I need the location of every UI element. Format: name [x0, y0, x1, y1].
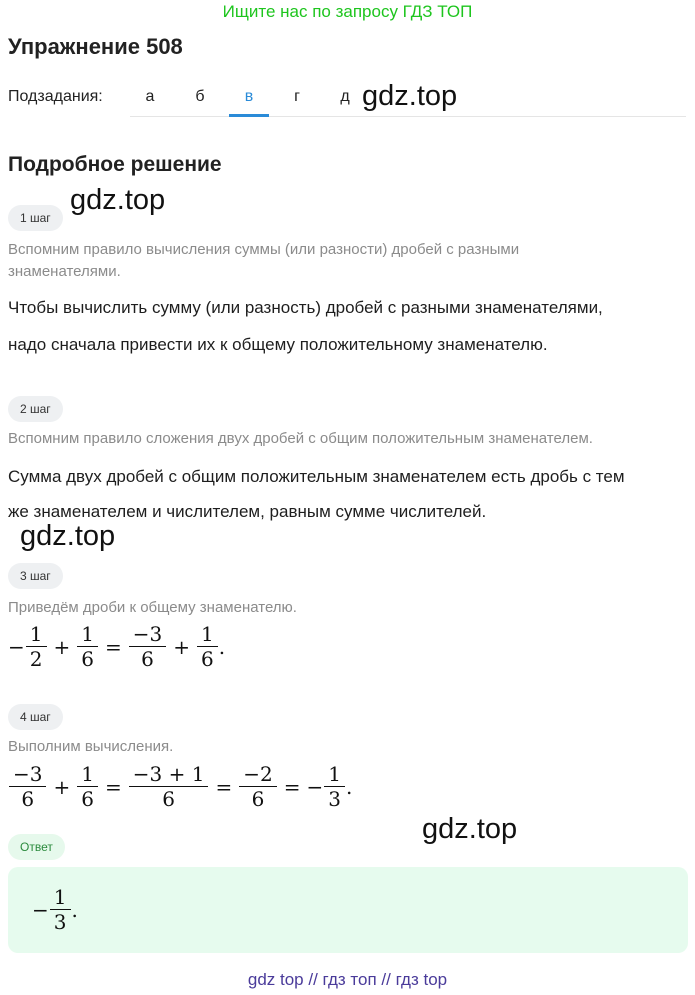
- numerator: 1: [201, 622, 214, 646]
- step3-formula: [8, 622, 225, 671]
- fraction: [79, 622, 96, 671]
- numerator: −3: [132, 622, 163, 646]
- denominator: 6: [77, 786, 98, 811]
- footer-link-gdz-top-mixed[interactable]: гдз top: [395, 970, 448, 989]
- answer-formula: [32, 885, 78, 934]
- minus-sign: −: [32, 897, 49, 922]
- step-text-line: же знаменателем и числителем, равным сумме числителей.: [8, 502, 487, 521]
- step-note: Приведём дроби к общему знаменателю.: [8, 599, 297, 616]
- solution-heading: Подробное решение: [8, 153, 222, 176]
- tab-d[interactable]: д: [340, 88, 350, 105]
- denominator: 6: [239, 786, 276, 811]
- search-banner: Ищите нас по запросу ГДЗ ТОП: [222, 2, 473, 21]
- denominator: 6: [129, 786, 209, 811]
- equals-sign: =: [215, 774, 233, 799]
- period: .: [345, 774, 353, 799]
- answer-box: [8, 867, 688, 953]
- numerator: 1: [81, 762, 94, 786]
- denominator: 6: [77, 646, 98, 671]
- fraction: [52, 885, 69, 934]
- plus-sign: +: [173, 634, 191, 659]
- minus-sign: −: [8, 634, 25, 659]
- numerator: −2: [243, 762, 273, 786]
- denominator: 6: [9, 786, 46, 811]
- page-title: Упражнение 508: [8, 34, 183, 59]
- watermark: gdz.top: [20, 520, 116, 552]
- footer-separator: //: [381, 970, 391, 989]
- minus-sign: −: [306, 774, 324, 799]
- tab-a[interactable]: а: [145, 88, 155, 105]
- footer-links: [0, 970, 695, 990]
- step-text-line: Чтобы вычислить сумму (или разность) дробей с разными знаменателями,: [8, 298, 603, 317]
- watermark: gdz.top: [362, 80, 458, 112]
- plus-sign: +: [53, 634, 71, 659]
- step-badge: 2 шаг: [8, 396, 63, 422]
- equals-sign: =: [104, 774, 122, 799]
- footer-separator: //: [308, 970, 318, 989]
- fraction: [241, 762, 274, 811]
- denominator: 2: [26, 646, 47, 671]
- fraction: [11, 762, 44, 811]
- watermark: gdz.top: [70, 184, 166, 216]
- step-note: Вспомним правило сложения двух дробей с общим положительным знаменателем.: [8, 430, 593, 447]
- fraction: [326, 762, 343, 811]
- numerator: 1: [53, 885, 67, 909]
- fraction: [28, 622, 45, 671]
- fraction: [79, 762, 96, 811]
- fraction: [131, 762, 207, 811]
- numerator: 1: [328, 762, 341, 786]
- denominator: 3: [50, 909, 71, 934]
- tabs-divider: [130, 116, 686, 117]
- footer-link-gdz-top-ru[interactable]: гдз топ: [322, 970, 377, 989]
- step-badge: 1 шаг: [8, 205, 63, 231]
- tab-b[interactable]: б: [195, 88, 205, 105]
- step-text-line: Сумма двух дробей с общим положительным знаменателем есть дробь с тем: [8, 467, 625, 486]
- numerator: 1: [29, 622, 43, 646]
- step-badge: 3 шаг: [8, 563, 63, 589]
- fraction: [199, 622, 216, 671]
- numerator: −3 + 1: [132, 762, 205, 786]
- tab-g[interactable]: г: [294, 88, 300, 105]
- numerator: −3: [13, 762, 43, 786]
- step-note: Вспомним правило вычисления суммы (или разности) дробей с разными знаменателями.: [8, 241, 520, 280]
- subtasks-label: Подзадания:: [8, 88, 103, 105]
- equals-sign: =: [105, 634, 122, 659]
- step-badge: 4 шаг: [8, 704, 63, 730]
- footer-link-gdz-top[interactable]: gdz top: [247, 970, 304, 989]
- plus-sign: +: [53, 774, 71, 799]
- active-tab-indicator: [229, 114, 269, 117]
- step-note: Выполним вычисления.: [8, 738, 174, 755]
- step4-formula: [8, 762, 352, 811]
- tab-v[interactable]: в: [244, 88, 254, 105]
- denominator: 6: [129, 646, 166, 671]
- answer-badge: Ответ: [8, 834, 65, 860]
- period: .: [71, 897, 78, 922]
- fraction: [131, 622, 164, 671]
- watermark: gdz.top: [422, 813, 518, 845]
- equals-sign: =: [283, 774, 301, 799]
- denominator: 6: [197, 646, 218, 671]
- step-text-line: надо сначала привести их к общему положительному знаменателю.: [8, 335, 548, 354]
- numerator: 1: [81, 622, 94, 646]
- denominator: 3: [324, 786, 345, 811]
- period: .: [218, 634, 226, 659]
